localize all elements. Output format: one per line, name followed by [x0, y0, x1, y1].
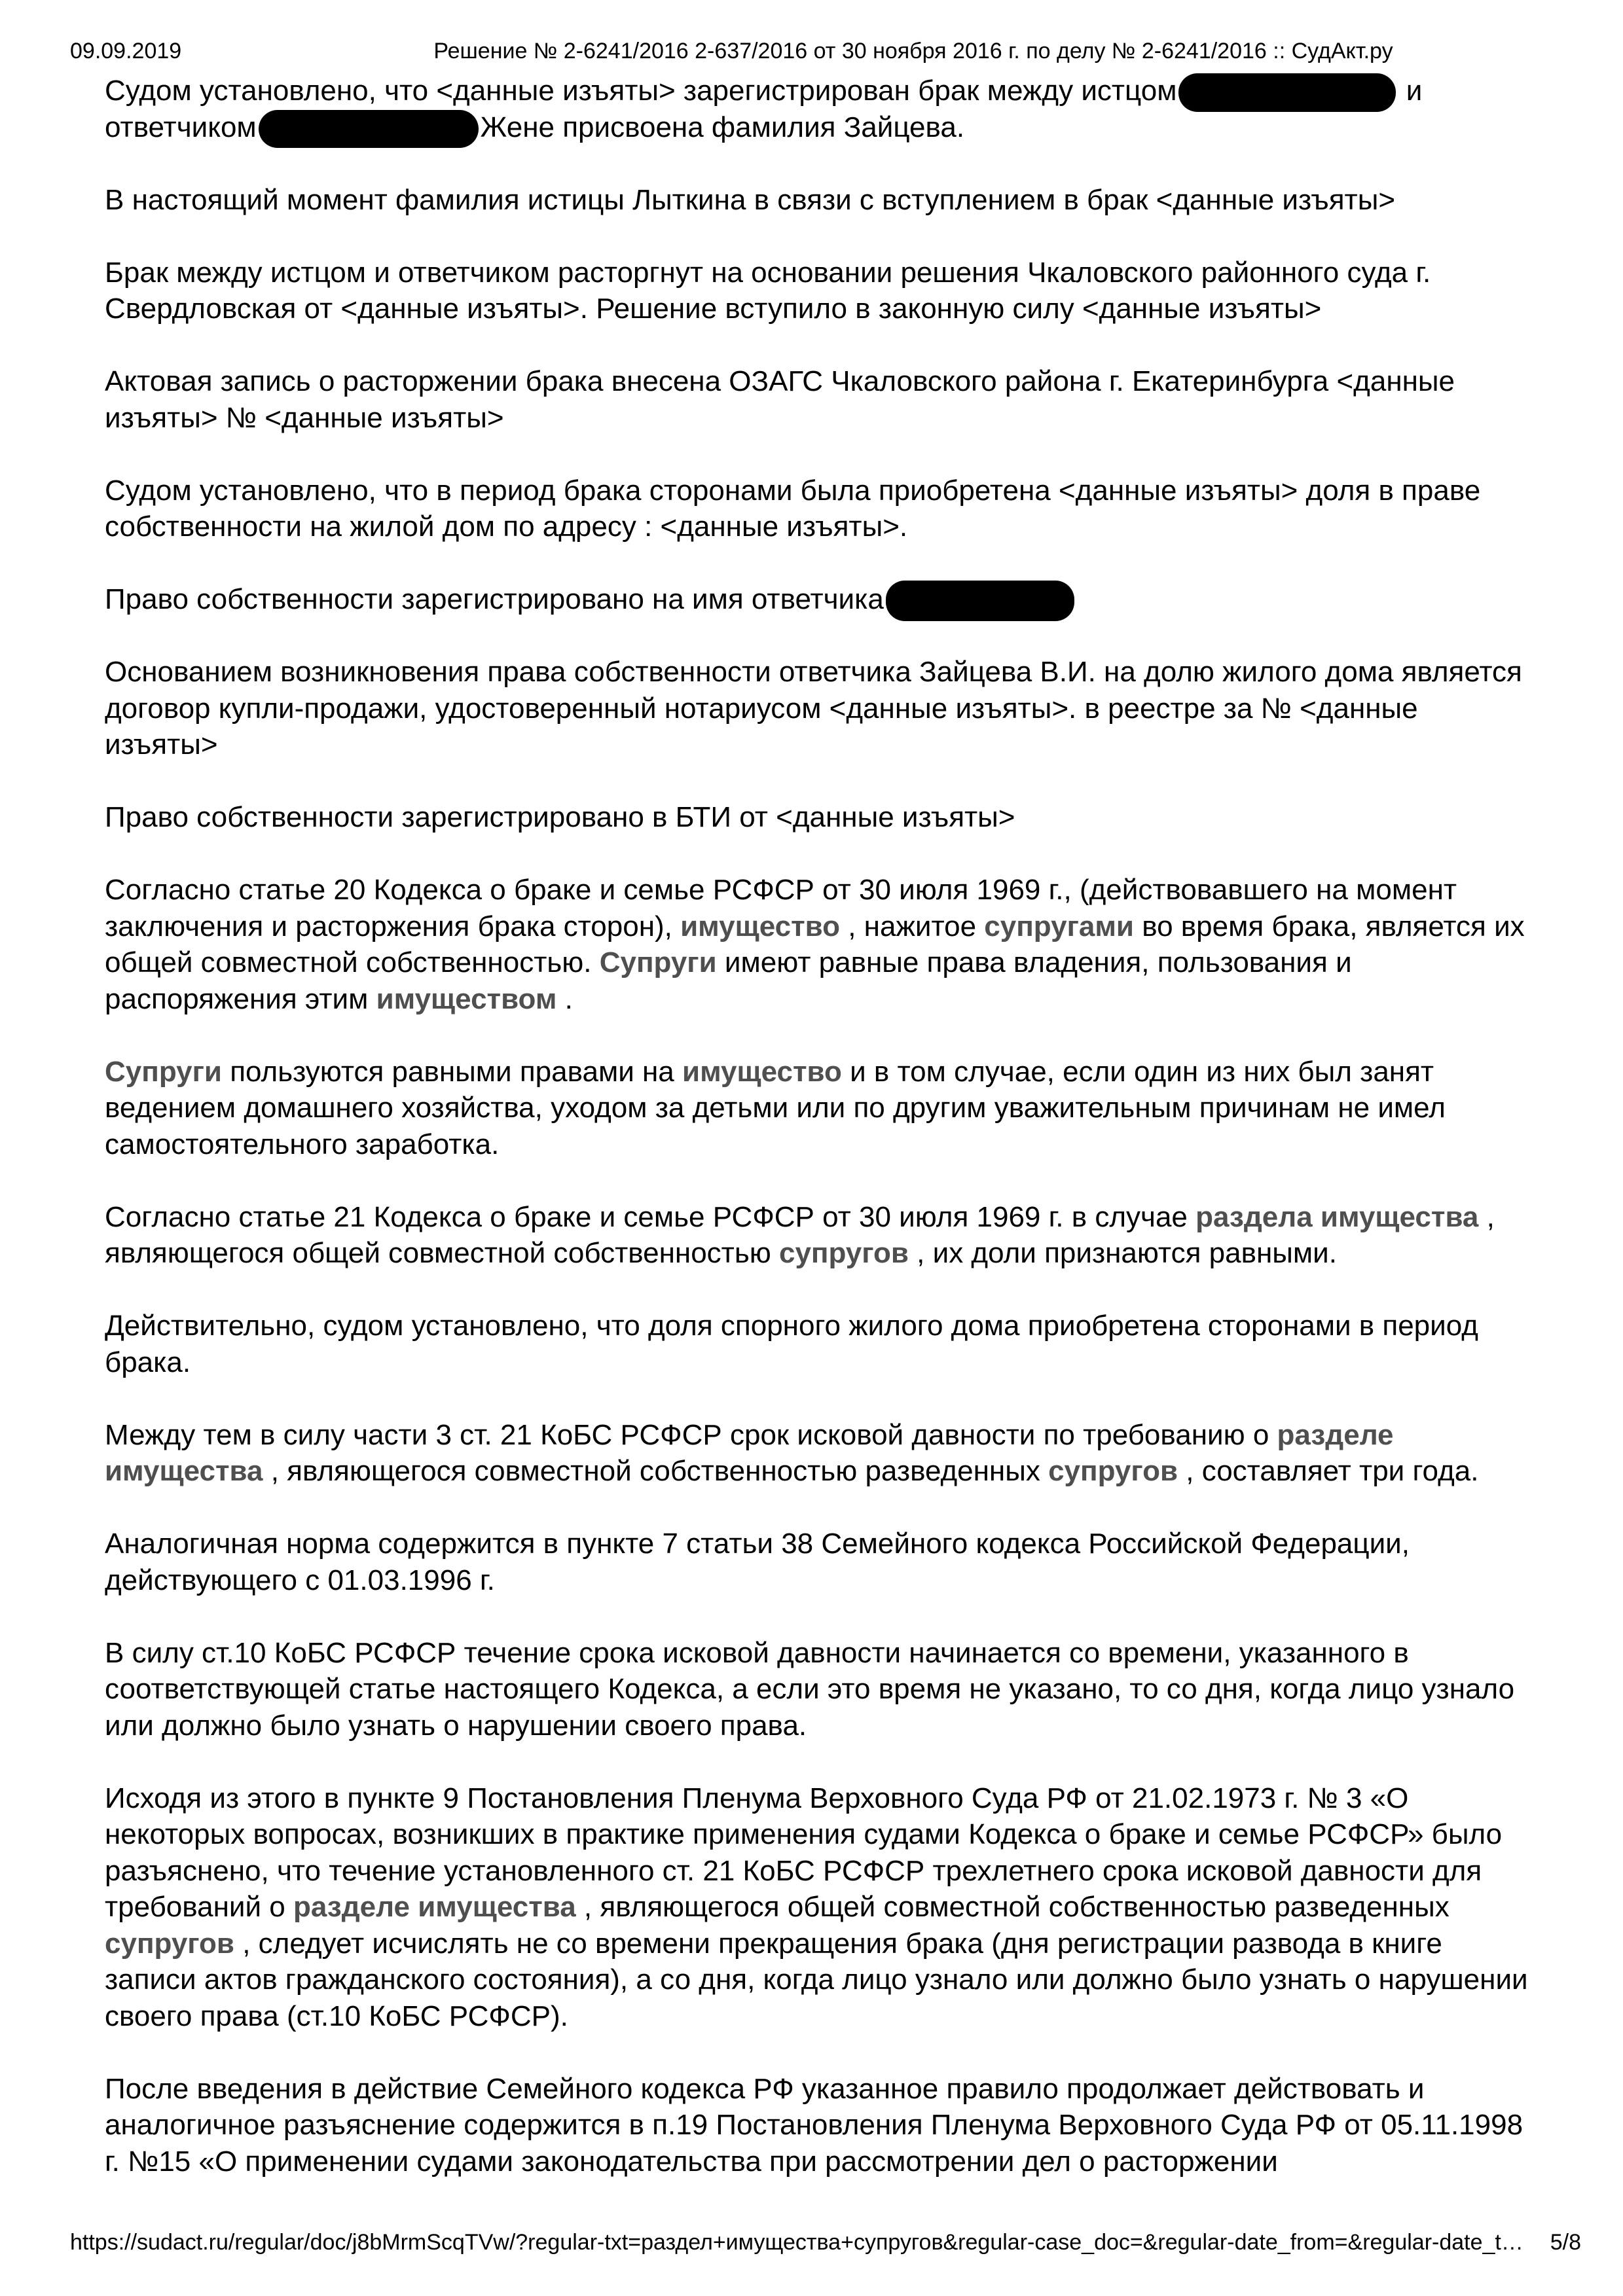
redaction-box: [886, 581, 1074, 621]
paragraph: [105, 2071, 1539, 2180]
print-header-title: Решение № 2-6241/2016 2-637/2016 от 30 ноября 2016 г. по делу № 2-6241/2016 :: СудАкт.ру: [433, 39, 1393, 63]
text-run: Право собственности зарегистрировано на имя ответчика: [105, 583, 884, 615]
paragraph: [105, 1308, 1539, 1380]
text-run: во время брака, является их общей совместной собственностью.: [105, 910, 1525, 978]
paragraph: [105, 1054, 1539, 1163]
highlighted-term: имущество: [682, 1055, 842, 1088]
print-footer-url: https://sudact.ru/regular/doc/j8bMrmScqTVw/?regular-txt=раздел+имущества+супругов&regular-case_doc=&regular-date_from=&regular-date_t…: [70, 2230, 1523, 2255]
paragraph: [105, 363, 1539, 436]
print-footer-page-number: 5/8: [1550, 2230, 1581, 2255]
redaction-box: [259, 110, 479, 148]
text-run: Основанием возникновения права собственности ответчика Зайцева В.И. на долю жилого дома является договор купли-продажи, удостоверенный нотариусом <данные изъяты>. в реестре за № <данные изъяты>: [105, 656, 1522, 761]
highlighted-term: супругов: [105, 1927, 234, 1960]
text-run: , составляет три года.: [1178, 1455, 1479, 1487]
text-run: , нажитое: [840, 910, 985, 942]
paragraph: [105, 872, 1539, 1017]
paragraph: [105, 1199, 1539, 1272]
text-run: Действительно, судом установлено, что доля спорного жилого дома приобретена сторонами в период брака.: [105, 1310, 1478, 1378]
highlighted-term: разделе имущества: [105, 1418, 1394, 1487]
paragraph: [105, 473, 1539, 545]
paragraph: [105, 1417, 1539, 1490]
print-header-date: 09.09.2019: [70, 39, 182, 63]
text-run: Актовая запись о расторжении брака внесена ОЗАГС Чкаловского района г. Екатеринбурга <данные изъяты> № <данные изъяты>: [105, 365, 1455, 434]
text-run: , являющегося общей совместной собственностью: [105, 1200, 1495, 1269]
text-run: Судом установлено, что <данные изъяты> зарегистрирован брак между истцом: [105, 75, 1177, 107]
document-body: [105, 73, 1539, 2216]
text-run: Согласно статье 20 Кодекса о браке и семье РСФСР от 30 июля 1969 г., (действовавшего на момент заключения и расторжения брака сторон),: [105, 874, 1457, 942]
text-run: , являющегося общей совместной собственностью разведенных: [575, 1891, 1450, 1923]
highlighted-term: Супруги: [599, 946, 717, 978]
highlighted-term: имуществом: [376, 982, 557, 1015]
text-run: , являющегося совместной собственностью разведенных: [263, 1455, 1049, 1487]
highlighted-term: супругов: [778, 1237, 909, 1269]
text-run: и ответчиком: [105, 75, 1423, 143]
text-run: В силу ст.10 КоБС РСФСР течение срока исковой давности начинается со времени, указанного в соответствующей статье настоящего Кодекса, а если это время не указано, то со дня, когда лицо узнало или должно было узнать о нарушении своего права.: [105, 1636, 1515, 1742]
text-run: Между тем в силу части 3 ст. 21 КоБС РСФСР срок исковой давности по требованию о: [105, 1418, 1277, 1451]
highlighted-term: имущество: [680, 910, 840, 942]
text-run: Брак между истцом и ответчиком расторгнут на основании решения Чкаловского районного суда г. Свердловская от <данные изъяты>. Решение вступило в законную силу <данные изъяты>: [105, 256, 1431, 325]
text-run: После введения в действие Семейного кодекса РФ указанное правило продолжает действовать и аналогичное разъяснение содержится в п.19 Постановления Пленума Верховного Суда РФ от 05.11.1998 г. №15 «О применении судами законодательства при рассмотрении дел о расторжении: [105, 2072, 1523, 2178]
paragraph: [105, 255, 1539, 327]
highlighted-term: супругами: [984, 910, 1134, 942]
text-run: пользуются равными правами на: [221, 1055, 683, 1088]
text-run: и в том случае, если один из них был занят ведением домашнего хозяйства, уходом за детьми или по другим уважительным причинам не имел самостоятельного заработка.: [105, 1055, 1446, 1160]
highlighted-term: раздела имущества: [1195, 1200, 1479, 1233]
text-run: Судом установлено, что в период брака сторонами была приобретена <данные изъяты> доля в праве собственности на жилой дом по адресу : <данные изъяты>.: [105, 474, 1481, 543]
paragraph: [105, 182, 1539, 219]
highlighted-term: Супруги: [105, 1055, 222, 1088]
text-run: В настоящий момент фамилия истицы Лыткина в связи с вступлением в брак <данные изъяты>: [105, 183, 1396, 216]
paragraph: [105, 1635, 1539, 1744]
paragraph: [105, 799, 1539, 836]
text-run: Жене присвоена фамилия Зайцева.: [480, 111, 965, 143]
paragraph: [105, 1780, 1539, 2035]
paragraph: [105, 1526, 1539, 1598]
highlighted-term: супругов: [1048, 1455, 1178, 1487]
text-run: имеют равные права владения, пользования и распоряжения этим: [105, 946, 1352, 1015]
text-run: Право собственности зарегистрировано в БТИ от <данные изъяты>: [105, 801, 1015, 833]
redaction-box: [1178, 73, 1396, 112]
text-run: Исходя из этого в пункте 9 Постановления Пленума Верховного Суда РФ от 21.02.1973 г. № 3 «О некоторых вопросах, возникших в практике применения судами Кодекса о браке и семье РСФСР» было разъяснено, что течение установленного ст. 21 КоБС РСФСР трехлетнего срока исковой давности для требований о: [105, 1782, 1503, 1923]
text-run: , их доли признаются равными.: [908, 1237, 1337, 1269]
text-run: , следует исчислять не со времени прекращения брака (дня регистрации развода в книге записи актов гражданского состояния), а со дня, когда лицо узнало или должно было узнать о нарушении своего права (ст.10 КоБС РСФСР).: [105, 1927, 1528, 2032]
paragraph: [105, 581, 1539, 618]
paragraph: [105, 73, 1539, 145]
text-run: Согласно статье 21 Кодекса о браке и семье РСФСР от 30 июля 1969 г. в случае: [105, 1200, 1196, 1233]
highlighted-term: разделе имущества: [293, 1891, 576, 1923]
text-run: .: [556, 982, 573, 1015]
paragraph: [105, 654, 1539, 763]
text-run: Аналогичная норма содержится в пункте 7 статьи 38 Семейного кодекса Российской Федерации, действующего с 01.03.1996 г.: [105, 1528, 1410, 1596]
